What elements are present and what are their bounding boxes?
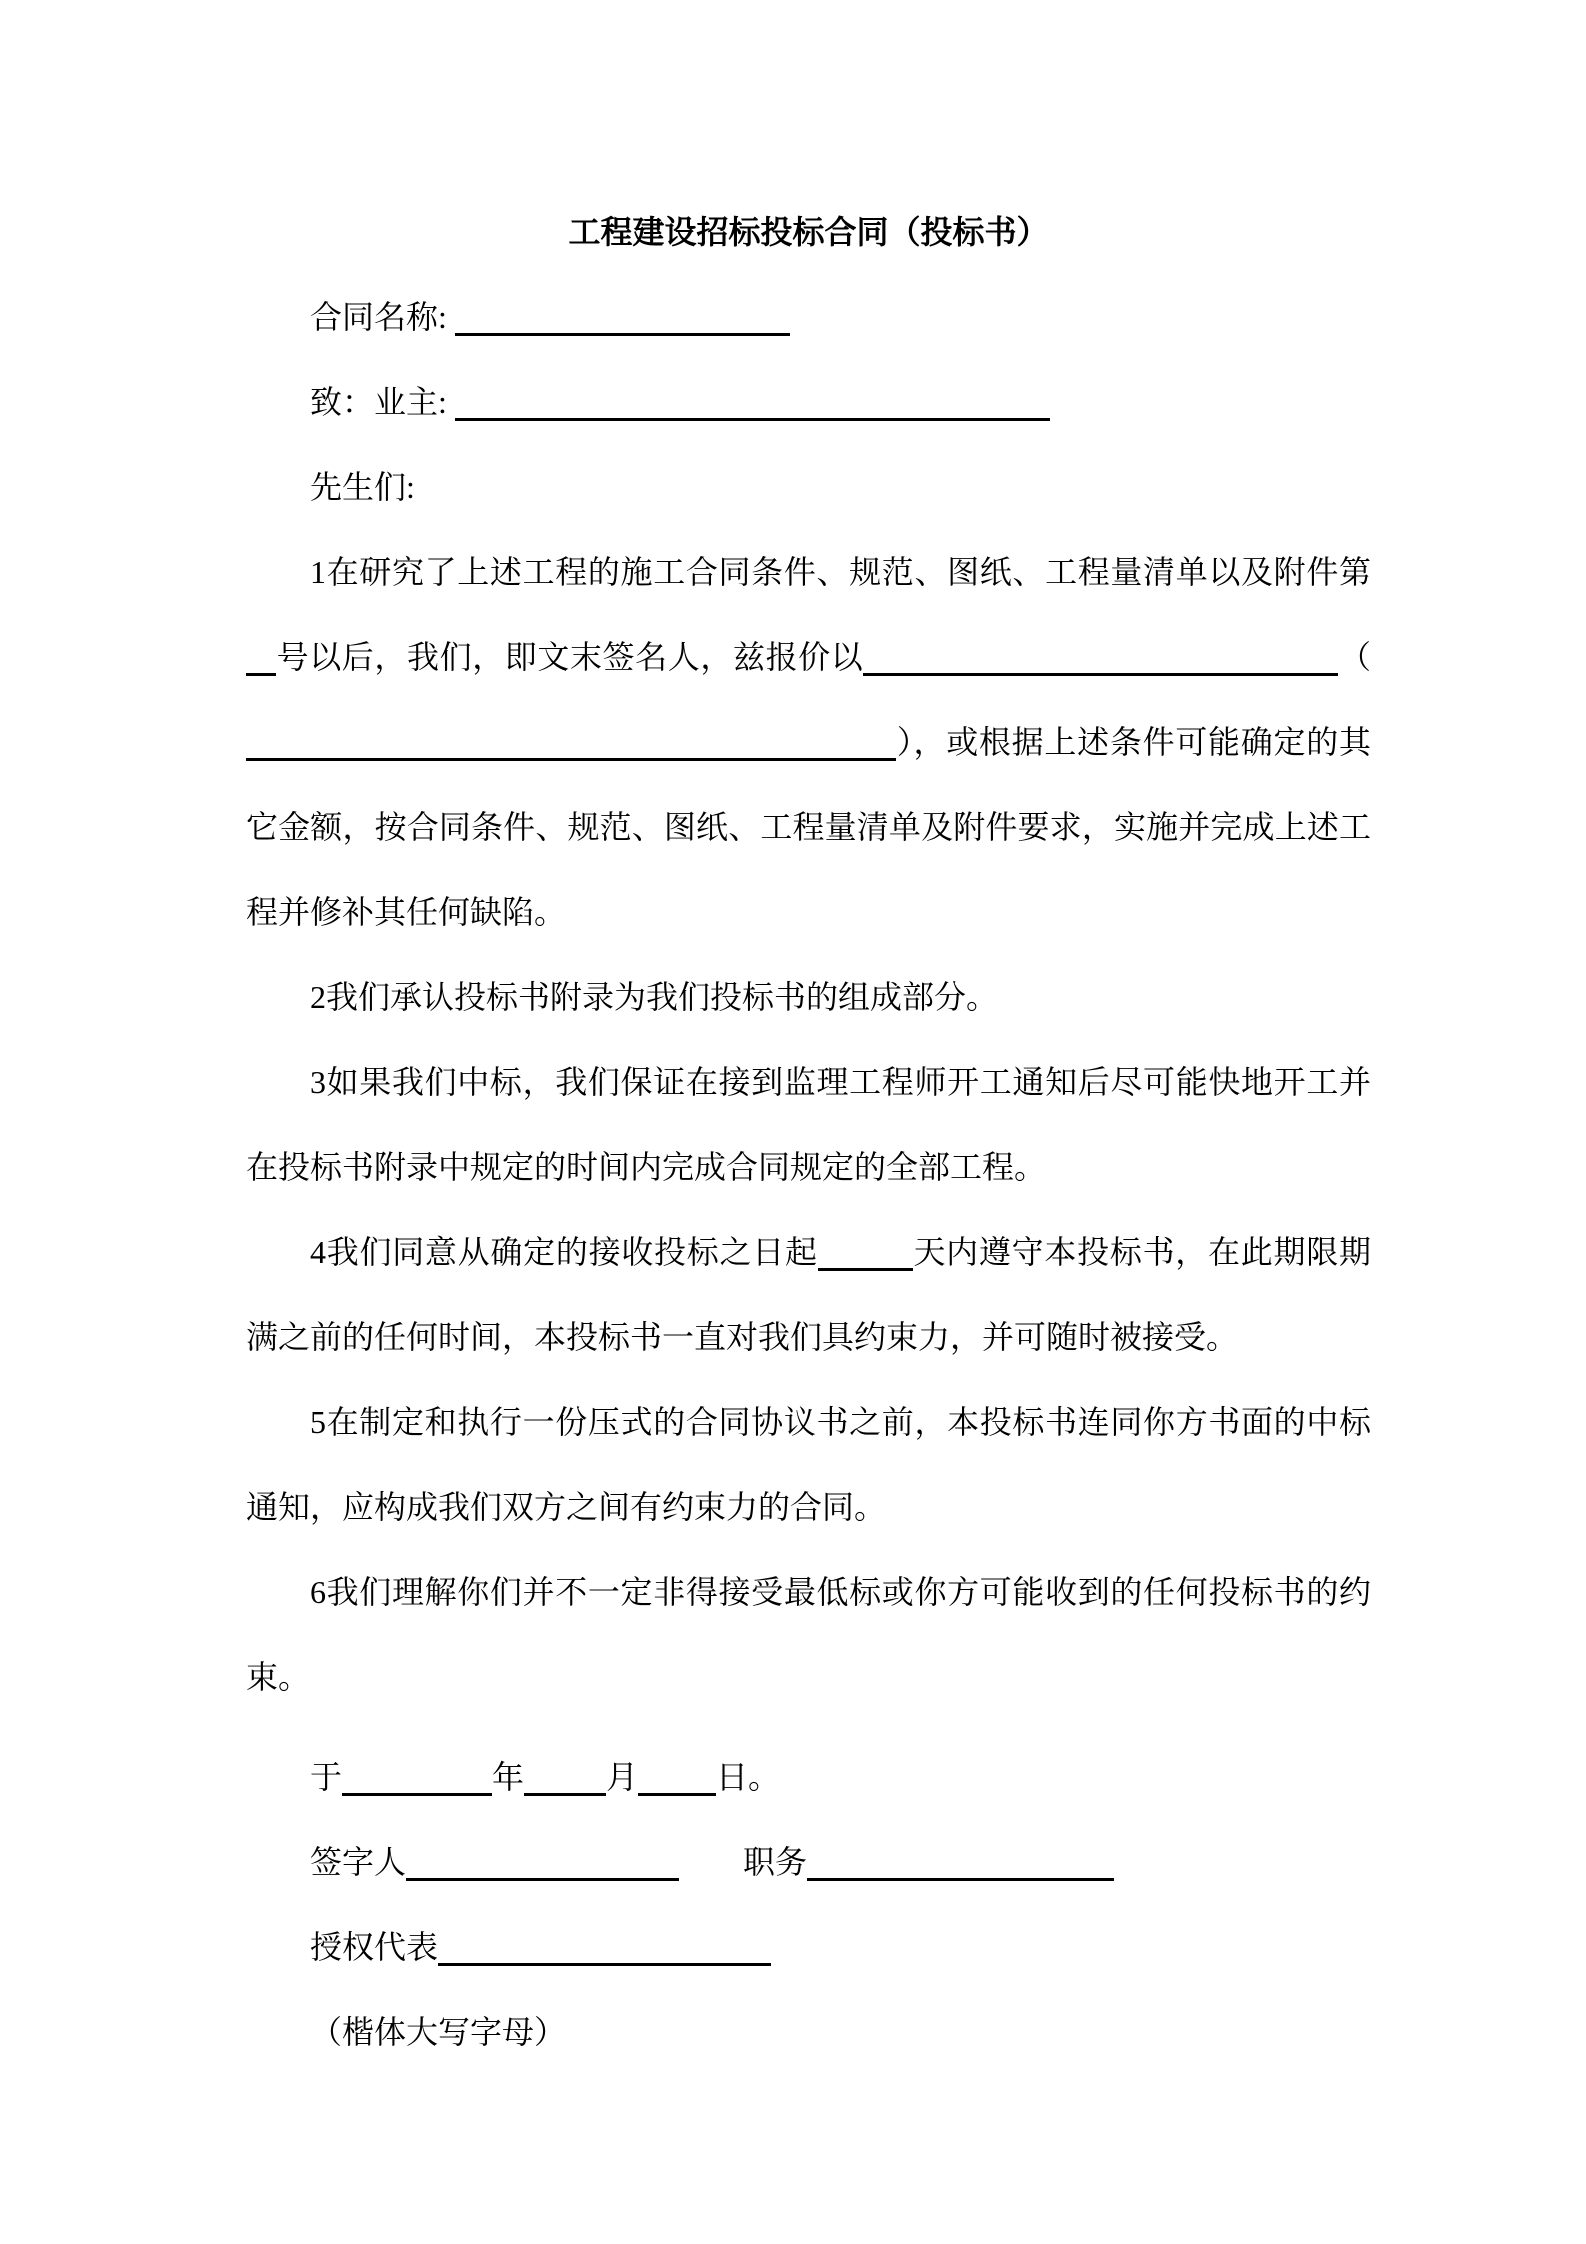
fill-in-blank <box>246 669 276 676</box>
clause-6: 6我们理解你们并不一定非得接受最低标或你方可能收到的任何投标书的约束。 <box>246 1574 1371 1695</box>
fill-in-blank <box>807 1874 1114 1881</box>
fill-in-blank <box>818 1264 913 1271</box>
fill-in-blank <box>455 329 790 336</box>
clause-5: 5在制定和执行一份压式的合同协议书之前，本投标书连同你方书面的中标通知，应构成我们双方之间有约束力的合同。 <box>246 1404 1371 1525</box>
date-line: 于 年 月 日。 <box>310 1759 781 1795</box>
salutation-line: 先生们: <box>310 469 415 505</box>
block-letters-note: （楷体大写字母） <box>310 2014 567 2050</box>
fill-in-blank <box>863 669 1338 676</box>
clause-3: 3如果我们中标，我们保证在接到监理工程师开工通知后尽可能快地开工并在投标书附录中规定的时间内完成合同规定的全部工程。 <box>246 1064 1371 1185</box>
fill-in-blank <box>455 414 1050 421</box>
document-body <box>246 275 1371 2075</box>
fill-in-blank <box>342 1789 492 1796</box>
fill-in-blank <box>638 1789 716 1796</box>
fill-in-blank <box>524 1789 606 1796</box>
clause-2: 2我们承认投标书附录为我们投标书的组成部分。 <box>310 979 999 1015</box>
clause-4: 4我们同意从确定的接收投标之日起 天内遵守本投标书，在此期限期满之前的任何时间，本投标书一直对我们具约束力，并可随时被接受。 <box>246 1234 1371 1355</box>
fill-in-blank <box>406 1874 679 1881</box>
contract-name-line: 合同名称: <box>246 275 1371 360</box>
fill-in-blank <box>246 754 896 761</box>
document-title: 工程建设招标投标合同（投标书） <box>568 214 1049 250</box>
addressee-line: 致：业主: <box>246 360 1371 445</box>
authorized-representative-line: 授权代表 <box>246 1905 1371 1990</box>
fill-in-blank <box>438 1959 771 1966</box>
signer-line: 签字人 职务 <box>246 1820 1371 1905</box>
clause-1: 1在研究了上述工程的施工合同条件、规范、图纸、工程量清单以及附件第号以后，我们，即文末签名人，兹报价以 （），或根据上述条件可能确定的其它金额，按合同条件、规范、图纸、工程量清单及附件要求，实施并完成上述工程并修补其任何缺陷。 <box>246 554 1371 930</box>
